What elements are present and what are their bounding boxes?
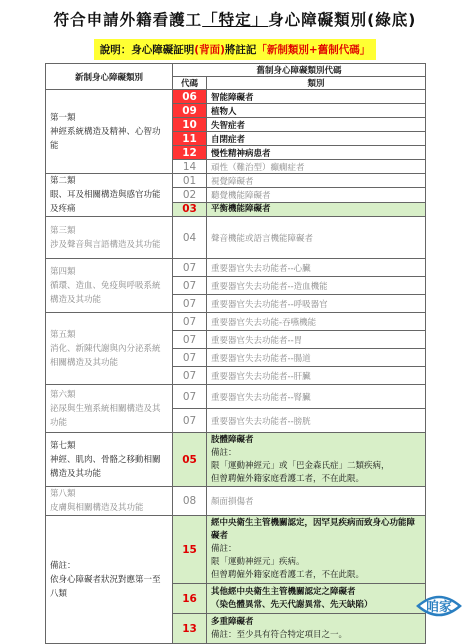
type-cell-multiple: 多重障礙者 備註：至少具有符合特定項目之一。: [207, 614, 426, 644]
code-cell: 16: [173, 584, 207, 614]
code-cell: 08: [173, 487, 207, 516]
category-6: 第六類 泌尿與生殖系統相關構造及其功能: [46, 385, 173, 433]
type-cell: 重要器官失去功能者--造血機能: [207, 277, 426, 295]
header-old-category: 舊制身心障礙類別代碼: [173, 64, 426, 77]
code-cell: 07: [173, 385, 207, 409]
code-cell: 07: [173, 277, 207, 295]
type-cell: 自閉症者: [207, 132, 426, 146]
code-cell: 12: [173, 146, 207, 160]
code-cell: 13: [173, 614, 207, 644]
page-title: 符合申請外籍看護工「特定」身心障礙類別(綠底): [53, 11, 417, 29]
logo-icon: [414, 586, 464, 626]
type-cell: 植物人: [207, 104, 426, 118]
code-cell: 02: [173, 188, 207, 202]
type-cell: 顏面損傷者: [207, 487, 426, 516]
code-cell: 04: [173, 217, 207, 259]
code-cell: 09: [173, 104, 207, 118]
type-cell: 聲音機能或語言機能障礙者: [207, 217, 426, 259]
type-cell: 重要器官失去功能者--肝臟: [207, 367, 426, 385]
code-cell: 07: [173, 295, 207, 313]
header-new-category: 新制身心障礙類別: [46, 64, 173, 90]
code-cell: 07: [173, 409, 207, 433]
type-cell: 智能障礙者: [207, 90, 426, 104]
type-cell: 聽覺機能障礙者: [207, 188, 426, 202]
type-cell: 重要器官失去功能者--心臟: [207, 259, 426, 277]
code-cell: 06: [173, 90, 207, 104]
category-2: 第二類 眼、耳及相關構造與感官功能及疼痛: [46, 174, 173, 217]
category-8: 第八類 皮膚與相關構造及其功能: [46, 487, 173, 516]
category-4: 第四類 循環、造血、免疫與呼吸系統構造及其功能: [46, 259, 173, 313]
code-cell: 05: [173, 433, 207, 487]
code-cell: 15: [173, 516, 207, 584]
svg-text:咱家: 咱家: [425, 600, 453, 615]
code-cell: 01: [173, 174, 207, 188]
type-cell: 視覺障礙者: [207, 174, 426, 188]
code-cell: 14: [173, 160, 207, 174]
category-7: 第七類 神經、肌肉、骨骼之移動相關構造及其功能: [46, 433, 173, 487]
category-notes: 備註： 依身心障礙者狀況對應第一至八類: [46, 516, 173, 644]
type-cell: 重要器官失去功能-吞嚥機能: [207, 313, 426, 331]
type-cell: 重要器官失去功能者--膀胱: [207, 409, 426, 433]
type-cell: 慢性精神病患者: [207, 146, 426, 160]
type-cell: 重要器官失去功能者--胃: [207, 331, 426, 349]
code-cell: 07: [173, 313, 207, 331]
brand-logo: [414, 586, 464, 626]
explanation-note: 說明：身心障礙証明(背面)將註記「新制類別+舊制代碼」: [0, 38, 470, 60]
code-cell: 07: [173, 331, 207, 349]
type-cell: 重要器官失去功能者--腸道: [207, 349, 426, 367]
type-cell: 失智症者: [207, 118, 426, 132]
header-code: 代碼: [173, 77, 207, 90]
code-cell: 07: [173, 367, 207, 385]
type-cell: 重要器官失去功能者--腎臟: [207, 385, 426, 409]
code-cell: 03: [173, 202, 207, 216]
category-3: 第三類 涉及聲音與言語構造及其功能: [46, 217, 173, 259]
type-cell-rare: 經中央衛生主管機關認定，因罕見疾病而致身心功能障礙者 備註： 限「運動神經元」疾病。 但曾聘僱外籍家庭看護工者，不在此限。: [207, 516, 426, 584]
disability-category-table: [45, 63, 426, 644]
code-cell: 11: [173, 132, 207, 146]
category-1: 第一類 神經系統構造及精神、心智功能: [46, 90, 173, 174]
type-cell: 重要器官失去功能者--呼吸器官: [207, 295, 426, 313]
type-cell-limb: 肢體障礙者 備註： 限「運動神經元」或「巴金森氏症」二類疾病， 但曾聘僱外籍家庭看護工者，不在此限。: [207, 433, 426, 487]
code-cell: 10: [173, 118, 207, 132]
category-5: 第五類 消化、新陳代謝與內分泌系統相關構造及其功能: [46, 313, 173, 385]
type-cell-other: 其他經中央衛生主管機關認定之障礙者 （染色體異常、先天代謝異常、先天缺陷）: [207, 584, 426, 614]
code-cell: 07: [173, 259, 207, 277]
code-cell: 07: [173, 349, 207, 367]
type-cell: 頑性（難治型）癲癇症者: [207, 160, 426, 174]
type-cell: 平衡機能障礙者: [207, 202, 426, 216]
title-special: 「特定」: [202, 11, 269, 29]
header-type: 類別: [207, 77, 426, 90]
